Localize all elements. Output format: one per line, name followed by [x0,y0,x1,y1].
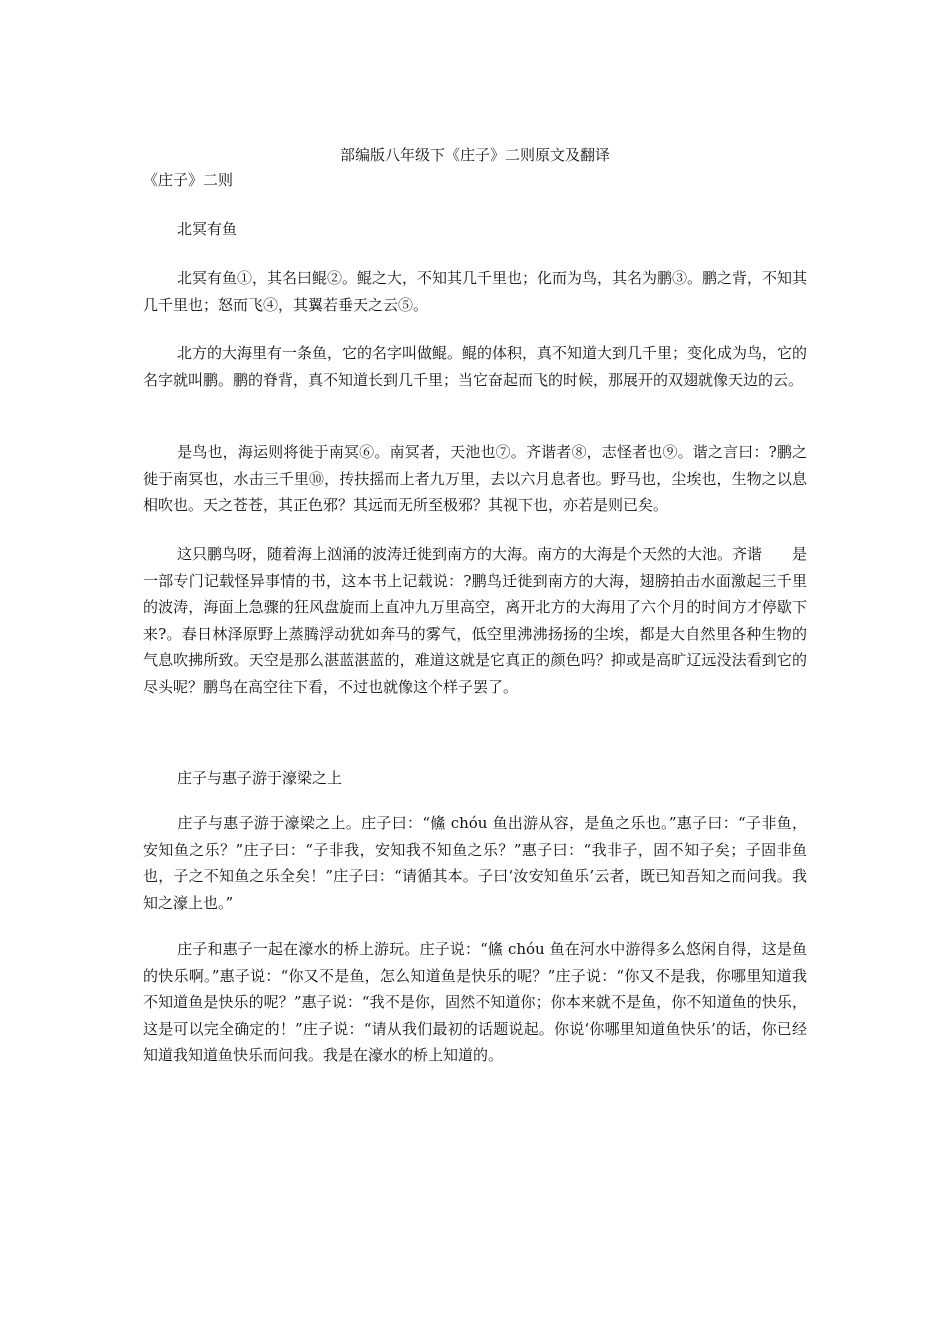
paragraph-original-2 [143,439,807,519]
section-heading-haoliang: 庄子与惠子游于濠梁之上 [177,769,343,787]
paragraph-original-3 [143,810,807,916]
document-title: 部编版八年级下《庄子》二则原文及翻译 [339,146,610,164]
paragraph-original-3-text: 庄子与惠子游于濠梁之上。庄子曰：“鯈 chóu 鱼出游从容，是鱼之乐也。”惠子曰：“子非鱼，安知鱼之乐？”庄子曰：“子非我，安知我不知鱼之乐？”惠子曰：“我非子，固不知子矣；子固非鱼也，子之不知鱼之乐全矣！”庄子曰：“请循其本。子曰‘汝安知鱼乐’云者，既已知吾知之而问我。我知之濠上也。” [143,814,807,912]
section-heading-beiming: 北冥有鱼 [177,220,238,238]
paragraph-original-1 [143,265,807,318]
paragraph-translation-1 [143,340,807,393]
paragraph-translation-2 [143,541,807,700]
paragraph-translation-3-text: 庄子和惠子一起在濠水的桥上游玩。庄子说：“鯈 chóu 鱼在河水中游得多么悠闲自得，这是鱼的快乐啊。”惠子说：“你又不是鱼，怎么知道鱼是快乐的呢？”庄子说：“你又不是我，你哪里知道我不知道鱼是快乐的呢？”惠子说：“我不是你，固然不知道你；你本来就不是鱼，你不知道鱼的快乐，这是可以完全确定的！”庄子说：“请从我们最初的话题说起。你说‘你哪里知道鱼快乐’的话，你已经知道我知道鱼快乐而问我。我是在濠水的桥上知道的。 [143,940,807,1064]
paragraph-translation-1-text: 北方的大海里有一条鱼，它的名字叫做鲲。鲲的体积，真不知道大到几千里；变化成为鸟，它的名字就叫鹏。鹏的脊背，真不知道长到几千里；当它奋起而飞的时候，那展开的双翅就像天边的云。 [143,344,808,389]
text-collection-label: 《庄子》二则 [143,171,234,189]
paragraph-original-1-text: 北冥有鱼①，其名曰鲲②。鲲之大，不知其几千里也；化而为鸟，其名为鹏③。鹏之背，不知其几千里也；怒而飞④，其翼若垂天之云⑤。 [143,269,808,314]
paragraph-translation-2-text: 这只鹏鸟呀，随着海上汹涌的波涛迁徙到南方的大海。南方的大海是个天然的大池。齐谐 是一部专门记载怪异事情的书，这本书上记载说：?鹏鸟迁徙到南方的大海，翅膀拍击水面激起三千里的波涛，海面上急骤的狂风盘旋而上直冲九万里高空，离开北方的大海用了六个月的时间方才停歇下来?。春日林泽原野上蒸腾浮动犹如奔马的雾气，低空里沸沸扬扬的尘埃，都是大自然里各种生物的气息吹拂所致。天空是那么湛蓝湛蓝的，难道这就是它真正的颜色吗？抑或是高旷辽远没法看到它的尽头呢？鹏鸟在高空往下看，不过也就像这个样子罢了。 [143,545,808,696]
paragraph-translation-3 [143,936,807,1069]
paragraph-original-2-text: 是鸟也，海运则将徙于南冥⑥。南冥者，天池也⑦。齐谐者⑧，志怪者也⑨。谐之言曰：?鹏之徙于南冥也，水击三千里⑩，抟扶摇而上者九万里，去以六月息者也。野马也，尘埃也，生物之以息相吹也。天之苍苍，其正色邪？其远而无所至极邪？其视下也，亦若是则已矣。 [143,443,807,514]
